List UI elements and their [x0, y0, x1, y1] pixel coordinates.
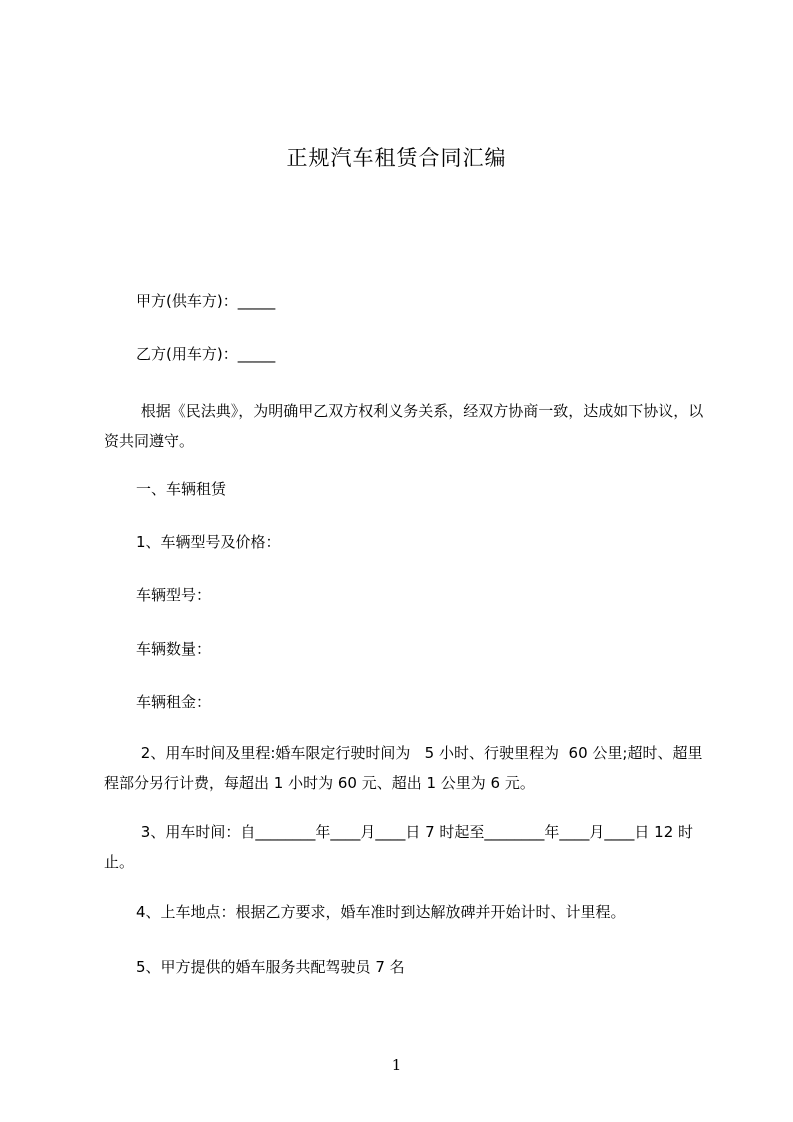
page-number: 1 — [391, 1056, 402, 1074]
clause-pickup-location: 4、上车地点：根据乙方要求，婚车准时到达解放碑并开始计时、计里程。 — [136, 903, 626, 921]
clause-drivers: 5、甲方提供的婚车服务共配驾驶员 7 名 — [136, 958, 405, 976]
party-b-line: 乙方(用车方)：_____ — [136, 345, 276, 363]
preamble-paragraph: 根据《民法典》，为明确甲乙双方权利义务关系，经双方协商一致，达成如下协议，以资共同遵守。 — [104, 402, 704, 450]
field-vehicle-rent: 车辆租金： — [136, 693, 212, 711]
document-title: 正规汽车租赁合同汇编 — [286, 146, 507, 170]
clause-vehicle-model-price: 1、车辆型号及价格： — [136, 533, 281, 551]
clause-usage-time-mileage: 2、用车时间及里程:婚车限定行驶时间为 5 小时、行驶里程为 60 公里;超时、超里程部分另行计费，每超出 1 小时为 60 元、超出 1 公里为 6 元。 — [104, 744, 703, 792]
clause-usage-period: 3、用车时间：自________年____月____日 7 时起至________年____月____日 12 时止。 — [104, 823, 694, 871]
field-vehicle-quantity: 车辆数量： — [136, 640, 212, 658]
section-heading-vehicle-lease: 一、车辆租赁 — [136, 480, 227, 498]
party-a-line: 甲方(供车方)：_____ — [136, 292, 276, 310]
field-vehicle-model: 车辆型号： — [136, 586, 212, 604]
